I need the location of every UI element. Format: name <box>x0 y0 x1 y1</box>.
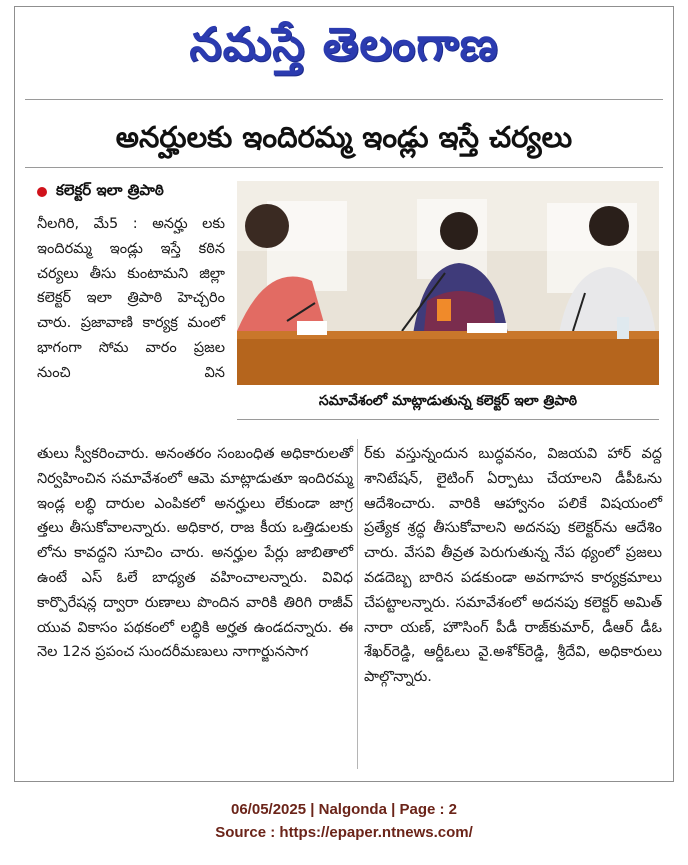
source-link[interactable]: Source : https://epaper.ntnews.com/ <box>215 824 473 841</box>
page-footer <box>0 798 688 844</box>
article-headline: అనర్హులకు ఇందిరమ్మ ఇండ్లు ఇస్తే చర్యలు <box>115 120 573 154</box>
article-text-column-right: ర్‌కు వస్తున్నందున బుద్ధవనం, విజయవి హార్ వద్ద శానిటేషన్, లైటింగ్ ఏర్పాటు చేయాలని డీపీఓను ఆదేశించారు. వారికి ఆహ్వానం పలికే విషయంలో ప్రత్యేక శ్రద్ధ తీసుకోవాలని అదనపు కలెక్టర్‌ను ఆదేశిం చారు. వేసవి తీవ్రత పెరుగుతున్న నేప థ్యంలో ప్రజలు వడదెబ్బ బారిన పడకుండా అవగాహన కార్యక్రమాలు చేపట్టాలన్నారు. సమావేశంలో అదనపు కలెక్టర్ అమిత్ నారా యణ్, హౌసింగ్ పీడీ రాజ్‌కుమార్, డీఆర్ డీఓ శేఖర్‌రెడ్డి, ఆర్డీఓలు వై.అశోక్‌రెడ్డి, శ్రీదేవి, అధికారులు పాల్గొన్నారు. <box>364 446 662 686</box>
edition-info: 06/05/2025 | Nalgonda | Page : 2 <box>231 801 457 818</box>
article-text-column-top: నీలగిరి, మే5 : అనర్హు లకు ఇందిరమ్మ ఇండ్లు ఇస్తే కఠిన చర్యలు తీసు కుంటామని జిల్లా కలెక్టర్ ఇలా త్రిపాఠి హెచ్చరిం చారు. ప్రజావాణి కార్యక్ర మంలో భాగంగా సోమ వారం ప్రజల నుంచి విన <box>37 216 225 381</box>
headline-rule <box>25 167 663 168</box>
masthead-logo: నమస్తే తెలంగాణ <box>189 17 499 71</box>
byline-text: కలెక్టర్ ఇలా త్రిపాఠి <box>56 181 164 199</box>
article-text-column-left: తులు స్వీకరించారు. అనంతరం సంబంధిత అధికారులతో నిర్వహించిన సమావేశంలో ఆమె మాట్లాడుతూ ఇందిరమ్మ ఇండ్ల లబ్ధి దారుల ఎంపికలో అనర్హులు లేకుండా జాగ్ర త్తలు తీసుకోవాలన్నారు. అధికార, రాజ కీయ ఒత్తిడులకు లోను కావద్దని సూచిం చారు. అనర్హుల పేర్లు జాబితాలో ఉంటే ఎస్ ఓలే బాధ్యత వహించాలన్నారు. వివిధ కార్పొరేషన్ల ద్వారా రుణాలు పొందిన వారికి తిరిగి రాజీవ్ యువ వికాసం పథకంలో లబ్ధికి అర్హత ఉండదన్నారు. ఈ నెల 12న ప్రపంచ సుందరీమణులు నాగార్జునసాగ <box>37 446 353 661</box>
byline <box>37 179 164 205</box>
newspaper-clipping <box>14 6 674 782</box>
article-photo <box>237 181 659 385</box>
photo-caption: సమావేశంలో మాట్లాడుతున్న కలెక్టర్ ఇలా త్రిపాఠి <box>318 392 578 409</box>
masthead-rule <box>25 99 663 100</box>
red-bullet-icon <box>37 187 47 197</box>
column-divider <box>357 439 358 769</box>
meeting-photo-illustration <box>237 181 659 385</box>
caption-rule <box>237 419 659 420</box>
